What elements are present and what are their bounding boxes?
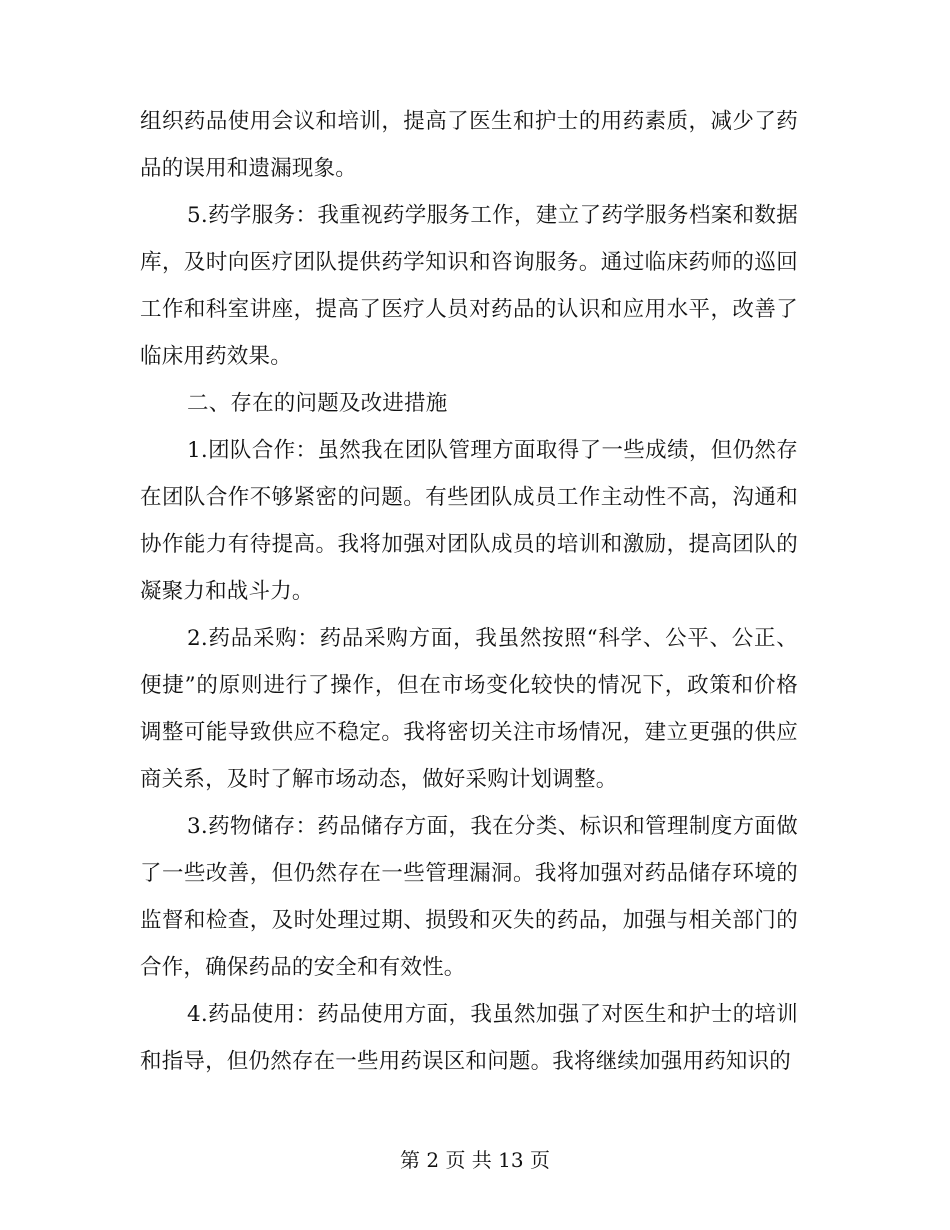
page-number-footer: 第 2 页 共 13 页: [400, 1148, 550, 1172]
paragraph-pharmacy-service: 5.药学服务：我重视药学服务工作，建立了药学服务档案和数据库，及时向医疗团队提供药学知识和咨询服务。通过临床药师的巡回工作和科室讲座，提高了医疗人员对药品的认识和应用水平，改善了临床用药效果。: [140, 203, 798, 369]
paragraph-drug-use: 4.药品使用：药品使用方面，我虽然加强了对医生和护士的培训和指导，但仍然存在一些用药误区和问题。我将继续加强用药知识的: [140, 1002, 798, 1074]
paragraph-storage: 3.药物储存：药品储存方面，我在分类、标识和管理制度方面做了一些改善，但仍然存在一些管理漏洞。我将加强对药品储存环境的监督和检查，及时处理过期、损毁和灭失的药品，加强与相关部门的合作，确保药品的安全和有效性。: [140, 814, 798, 980]
section-heading-problems: 二、存在的问题及改进措施: [187, 391, 448, 416]
paragraph-procurement: 2.药品采购：药品采购方面，我虽然按照“科学、公平、公正、便捷”的原则进行了操作，但在市场变化较快的情况下，政策和价格调整可能导致供应不稳定。我将密切关注市场情况，建立更强的供应商关系，及时了解市场动态，做好采购计划调整。: [140, 626, 798, 792]
paragraph-continuation: 组织药品使用会议和培训，提高了医生和护士的用药素质，减少了药品的误用和遗漏现象。: [140, 109, 798, 181]
document-body: [140, 98, 798, 1085]
paragraph-teamwork: 1.团队合作：虽然我在团队管理方面取得了一些成绩，但仍然存在团队合作不够紧密的问题。有些团队成员工作主动性不高，沟通和协作能力有待提高。我将加强对团队成员的培训和激励，提高团队的凝聚力和战斗力。: [140, 438, 798, 604]
